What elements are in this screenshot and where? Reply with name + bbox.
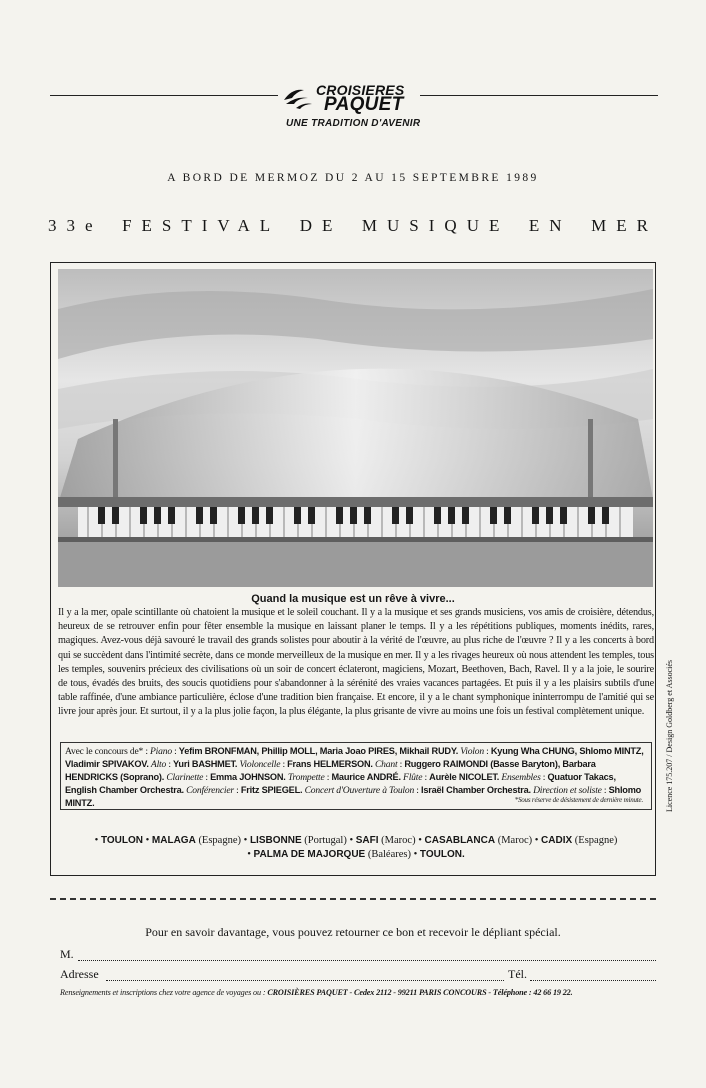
itinerary-city: SAFI <box>355 835 379 846</box>
itinerary-city: TOULON <box>100 835 143 846</box>
itinerary-country: (Baléares) <box>367 849 411 860</box>
chant-artists: Ruggero RAIMONDI (Basse Baryton), Barbara HENDRICKS (Soprano). <box>65 759 596 782</box>
wave-logo-icon <box>282 84 314 110</box>
photo-caption: Quand la musique est un rêve à vivre... <box>251 593 455 605</box>
artists-intro: Avec le concours de* : <box>65 746 150 757</box>
festival-word: DE <box>299 216 343 235</box>
licence-note: Licence 175.207 / Design Goldberg et Associés <box>665 659 674 812</box>
violon-label: Violon <box>460 746 484 757</box>
direction-label: Direction et soliste <box>533 785 602 796</box>
ensembles-label: Ensembles <box>501 772 541 783</box>
piano-label: Piano <box>150 746 172 757</box>
festival-title <box>48 216 658 236</box>
clarinette-artists: Emma JOHNSON. <box>210 772 286 782</box>
artists-box: Avec le concours de* : Piano : Yefim BRONFMAN, Phillip MOLL, Maria Joao PIRES, Mikhail RUDY. Violon : Kyung Wha CHUNG, Shlomo MINTZ, Vladimir SPIVAKOV. Alto : Yuri BASHMET. Violoncelle : Frans HELMERSON. Chant : Ruggero RAIMONDI (Basse Baryton), Barbara HENDRICKS (Soprano). Clarinette : Emma JOHNSON. Trompette : Maurice ANDRÉ. Flûte : Aurèle NICOLET. Ensembles : Quatuor Takacs, English Chamber Orchestra. Conférencier : Fritz SPIEGEL. Concert d'Ouverture à Toulon : Israël Chamber Orchestra. Direction et soliste : Shlomo MINTZ. *Sous réserve de désistement de dernière minute. <box>60 742 652 810</box>
violoncelle-artists: Frans HELMERSON. <box>287 759 373 769</box>
itinerary-country: (Maroc) <box>497 835 533 846</box>
date-line: A BORD DE MERMOZ DU 2 AU 15 SEPTEMBRE 1989 <box>167 172 539 184</box>
tel-field[interactable] <box>530 970 656 981</box>
adresse-field[interactable] <box>106 970 504 981</box>
direction-artist: Shlomo MINTZ. <box>65 785 642 808</box>
itinerary-line-1: • TOULON • MALAGA (Espagne) • LISBONNE (Portugal) • SAFI (Maroc) • CASABLANCA (Maroc) • CADIX (Espagne) <box>94 835 618 846</box>
tagline: UNE TRADITION D'AVENIR <box>286 118 421 129</box>
m-field-label: M. <box>60 947 74 961</box>
itinerary-city: MALAGA <box>151 835 196 846</box>
m-field[interactable] <box>78 950 656 961</box>
ensembles-artists: Quatuor Takacs, English Chamber Orchestra. <box>65 772 616 795</box>
flute-artists: Aurèle NICOLET. <box>429 772 500 782</box>
itinerary-country: (Espagne) <box>198 835 242 846</box>
trompette-label: Trompette <box>287 772 325 783</box>
trompette-artists: Maurice ANDRÉ. <box>331 772 401 782</box>
body-text: Il y a la mer, opale scintillante où chatoient la musique et le soleil couchant. Il y a la musique et ses grands musiciens, vos amis de croisière, détendus, heureux de se retrouver enfin pour fêter ensemble la musique en laissant planer le temps. Il y a les répétitions publiques, moments inédits, rares, magiques. Avez-vous déjà savouré le travail des grands solistes pour aboutir à la vérité de l'œuvre, au plus riche de l'œuvre ? Il y a les concerts à bord qui se succèdent dans l'intimité secrète, dans ce monde merveilleux de la musique en mer. Il y a les rivages heureux où nous attendent les temples, tous les temples, souvenirs précieux des civilisations où un soir de concert éclateront, magiciens, Mozart, Beethoven, Bach, Ravel. Il y a la joie, le sourire de tous, évadés des bruits, des soucis quotidiens pour s'abandonner à la sérénité des vraies vacances partagées. Et puis il y a les plaisirs subtils d'une table raffinée, d'une ambiance particulière, éclose d'une tradition bien française. Et encore, il y a le chant symphonique ininterrompu de l'amitié qui se livre jour après jour. Et surtout, il y a la plus jolie façon, la plus élégante, la plus grisante de vivre au moins une fois un festival complètement unique. <box>58 607 654 718</box>
reserve-note: *Sous réserve de désistement de dernière minute. <box>514 796 643 804</box>
festival-word: EN <box>528 216 572 235</box>
itinerary-line-2: • PALMA DE MAJORQUE (Baléares) • TOULON. <box>247 849 465 860</box>
conferencier-label: Conférencier <box>186 785 234 796</box>
footnote <box>60 988 573 997</box>
conferencier-artist: Fritz SPIEGEL. <box>240 785 303 795</box>
chant-label: Chant <box>374 759 398 770</box>
concert-label: Concert d'Ouverture à Toulon <box>304 785 415 796</box>
form-intro: Pour en savoir davantage, vous pouvez retourner ce bon et recevoir le dépliant spécial. <box>145 925 561 939</box>
header-rule-right <box>420 95 658 96</box>
logo-line-1: CROISIERES <box>316 82 405 98</box>
itinerary <box>58 834 654 862</box>
flute-label: Flûte <box>403 772 423 783</box>
header-rule-left <box>50 95 278 96</box>
itinerary-city: CASABLANCA <box>424 835 496 846</box>
cut-line <box>50 898 656 900</box>
itinerary-city: CADIX <box>541 835 573 846</box>
footnote-contact: CROISIÈRES PAQUET - Cedex 2112 - 99211 PARIS CONCOURS - Téléphone : 42 66 19 22. <box>267 988 573 997</box>
piano-artists: Yefim BRONFMAN, Phillip MOLL, Maria Joao PIRES, Mikhail RUDY. <box>178 746 459 756</box>
alto-artists: Yuri BASHMET. <box>173 759 238 769</box>
piano-keyboard-image-icon <box>58 269 653 587</box>
adresse-field-label: Adresse <box>60 967 99 981</box>
itinerary-country: (Espagne) <box>574 835 618 846</box>
itinerary-city: PALMA DE MAJORQUE <box>253 849 366 860</box>
itinerary-country: (Portugal) <box>304 835 347 846</box>
itinerary-city: LISBONNE <box>249 835 302 846</box>
itinerary-country: (Maroc) <box>381 835 416 846</box>
violoncelle-label: Violoncelle <box>239 759 281 770</box>
piano-keys <box>78 507 633 537</box>
alto-label: Alto <box>150 759 167 770</box>
concert-artists: Israël Chamber Orchestra. <box>420 785 531 795</box>
itinerary-city: TOULON. <box>419 849 465 860</box>
festival-word: 33e <box>48 216 103 235</box>
logo-line-2: PAQUET <box>324 94 404 115</box>
footnote-text: Renseignements et inscriptions chez votre agence de voyages ou : <box>60 988 268 997</box>
violon-artists: Kyung Wha CHUNG, Shlomo MINTZ, Vladimir SPIVAKOV. <box>65 746 644 769</box>
tel-field-label: Tél. <box>508 967 527 981</box>
festival-word: MER <box>591 216 658 235</box>
clarinette-label: Clarinette <box>166 772 204 783</box>
festival-word: MUSIQUE <box>361 216 510 235</box>
festival-word: FESTIVAL <box>122 216 281 235</box>
piano-photo <box>58 269 653 587</box>
